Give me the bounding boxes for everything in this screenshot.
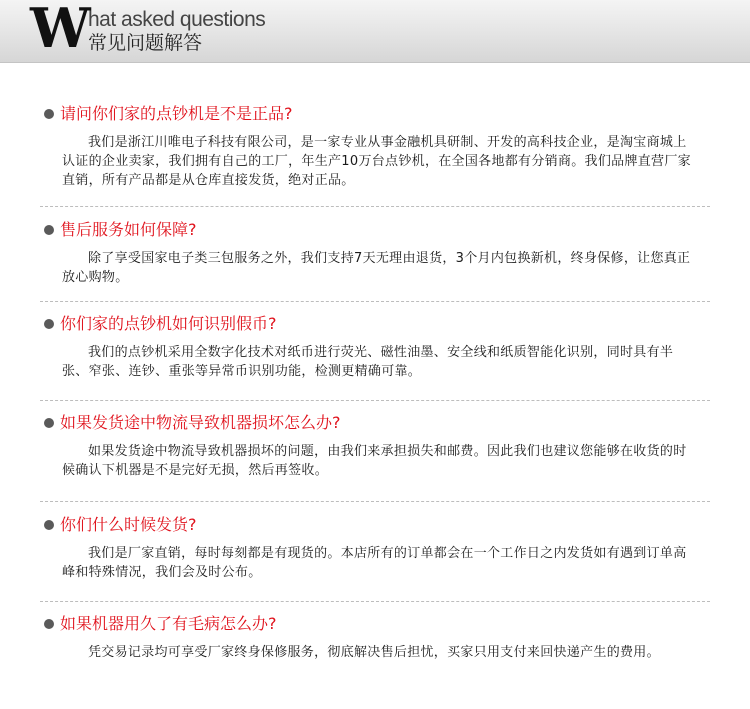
faq-answer: 凭交易记录均可享受厂家终身保修服务，彻底解决售后担忧，买家只用支付来回快递产生的费用。 bbox=[88, 645, 660, 660]
header-logo-letter: W bbox=[30, 0, 85, 60]
page-header bbox=[0, 0, 750, 63]
bullet-icon bbox=[44, 619, 54, 629]
faq-divider bbox=[40, 206, 710, 207]
faq-question-row bbox=[0, 219, 750, 241]
faq-question: 请问你们家的点钞机是不是正品? bbox=[60, 104, 293, 123]
faq-divider bbox=[40, 400, 710, 401]
faq-question-row bbox=[0, 514, 750, 536]
faq-answer: 除了享受国家电子类三包服务之外，我们支持7天无理由退货，3个月内包换新机，终身保修，让您真正放心购物。 bbox=[62, 251, 691, 285]
faq-answer: 如果发货途中物流导致机器损坏的问题，由我们来承担损失和邮费。因此我们也建议您能够在收货的时候确认下机器是不是完好无损，然后再签收。 bbox=[62, 444, 687, 478]
faq-answer: 我们是厂家直销，每时每刻都是有现货的。本店所有的订单都会在一个工作日之内发货如有遇到订单高峰和特殊情况，我们会及时公布。 bbox=[62, 546, 687, 580]
bullet-icon bbox=[44, 109, 54, 119]
faq-question-row bbox=[0, 613, 750, 635]
faq-divider bbox=[40, 301, 710, 302]
bullet-icon bbox=[44, 319, 54, 329]
faq-question-row bbox=[0, 313, 750, 335]
faq-question-row bbox=[0, 412, 750, 434]
faq-question: 你们什么时候发货? bbox=[60, 515, 197, 534]
header-title-english: hat asked questions bbox=[88, 8, 266, 31]
faq-question: 如果发货途中物流导致机器损坏怎么办? bbox=[60, 413, 341, 432]
faq-question: 你们家的点钞机如何识别假币? bbox=[60, 314, 277, 333]
bullet-icon bbox=[44, 520, 54, 530]
faq-question-row bbox=[0, 103, 750, 125]
bullet-icon bbox=[44, 418, 54, 428]
faq-divider bbox=[40, 501, 710, 502]
faq-divider bbox=[40, 601, 710, 602]
faq-answer: 我们的点钞机采用全数字化技术对纸币进行荧光、磁性油墨、安全线和纸质智能化识别，同时具有半张、窄张、连钞、重张等异常币识别功能，检测更精确可靠。 bbox=[62, 345, 674, 379]
bullet-icon bbox=[44, 225, 54, 235]
faq-question: 如果机器用久了有毛病怎么办? bbox=[60, 614, 277, 633]
header-title-chinese: 常见问题解答 bbox=[88, 32, 203, 54]
faq-answer: 我们是浙江川唯电子科技有限公司，是一家专业从事金融机具研制、开发的高科技企业，是淘宝商城上认证的企业卖家，我们拥有自己的工厂，年生产10万台点钞机，在全国各地都有分销商。我们品牌直营厂家直销，所有产品都是从仓库直接发货，绝对正品。 bbox=[62, 135, 691, 188]
faq-question: 售后服务如何保障? bbox=[60, 220, 197, 239]
